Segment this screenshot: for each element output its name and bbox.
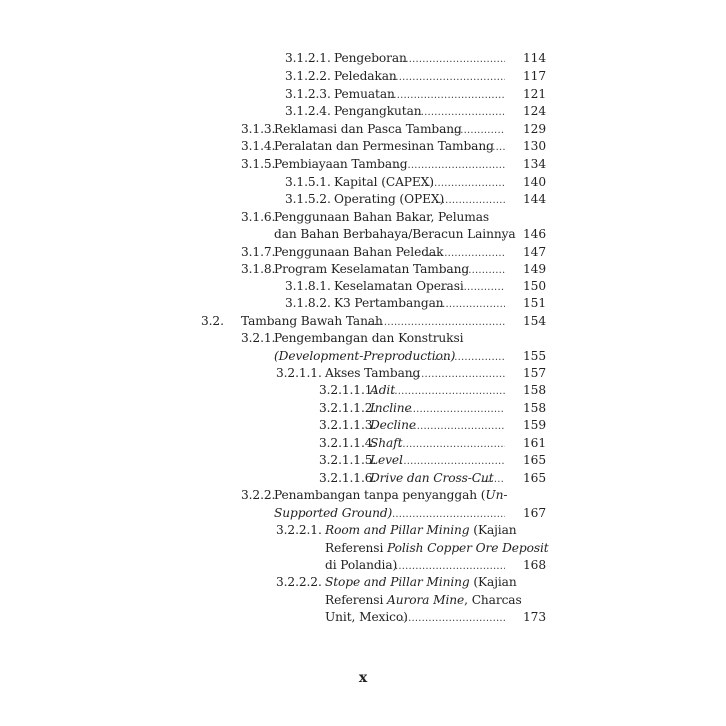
toc-number: 3.1.5.1. — [285, 175, 331, 189]
toc-title: Pengangkutan — [334, 104, 422, 118]
toc-page-number: 140 — [523, 175, 546, 189]
toc-title: Shaft — [370, 436, 403, 450]
toc-page-number: 173 — [523, 610, 546, 624]
toc-page-number: 144 — [523, 192, 546, 206]
toc-entry — [0, 452, 726, 469]
toc-page-number: 167 — [523, 506, 546, 520]
toc-page-number: 130 — [523, 139, 546, 153]
toc-page-number: 154 — [523, 314, 546, 328]
toc-page-number: 114 — [523, 51, 546, 65]
toc-entry — [0, 313, 726, 330]
toc-leader — [440, 121, 505, 139]
toc-title: Program Keselamatan Tambang — [274, 262, 470, 276]
toc-title: Reklamasi dan Pasca Tambang — [274, 122, 462, 136]
toc-leader — [414, 103, 505, 121]
toc-title: Decline — [370, 418, 416, 432]
toc-title: Incline — [370, 401, 412, 415]
toc-leader — [394, 156, 505, 174]
toc-title: Operating (OPEX) — [334, 192, 445, 206]
toc-title: Adit — [370, 383, 395, 397]
toc-page-number: 147 — [523, 245, 546, 259]
toc-entry — [0, 295, 726, 312]
toc-page-number: 150 — [523, 279, 546, 293]
toc-number: 3.2.1. — [241, 331, 276, 345]
toc-leader — [392, 68, 505, 86]
toc-entry — [0, 50, 726, 67]
toc-number: 3.2.1.1.1. — [319, 383, 377, 397]
toc-entry — [0, 261, 726, 278]
toc-leader — [411, 365, 505, 383]
toc-entry — [0, 209, 726, 226]
toc-leader — [402, 50, 505, 68]
toc-entry — [0, 138, 726, 155]
toc-entry — [0, 278, 726, 295]
toc-number: 3.1.2.3. — [285, 87, 331, 101]
toc-number: 3.1.8. — [241, 262, 276, 276]
toc-leader — [434, 348, 505, 366]
toc-title: Referensi Aurora Mine, Charcas — [325, 593, 522, 607]
toc-title: Room and Pillar Mining (Kajian — [325, 523, 517, 537]
toc-number: 3.2.1.1. — [276, 366, 322, 380]
toc-entry — [0, 522, 726, 539]
toc-entry — [0, 417, 726, 434]
toc-number: 3.2.1.1.2. — [319, 401, 377, 415]
toc-title: Keselamatan Operasi — [334, 279, 464, 293]
toc-entry — [0, 365, 726, 382]
toc-entry-continuation — [0, 592, 726, 609]
toc-number: 3.1.5. — [241, 157, 276, 171]
toc-number: 3.2.2. — [241, 488, 276, 502]
toc-page-number: 151 — [523, 296, 546, 310]
toc-title: Stope and Pillar Mining (Kajian — [325, 575, 517, 589]
toc-title: Referensi Polish Copper Ore Deposit — [325, 541, 549, 555]
toc-page-number: 146 — [523, 227, 546, 241]
toc-entry-continuation — [0, 505, 726, 522]
toc-title: Kapital (CAPEX) — [334, 175, 434, 189]
toc-entry-continuation — [0, 540, 726, 557]
toc-number: 3.1.6. — [241, 210, 276, 224]
toc-leader — [399, 435, 505, 453]
toc-number: 3.2.1.1.6. — [319, 471, 377, 485]
toc-page-number: 165 — [523, 471, 546, 485]
toc-entry — [0, 470, 726, 487]
toc-leader — [440, 278, 505, 296]
toc-title: K3 Pertambangan — [334, 296, 444, 310]
toc-entry-continuation — [0, 557, 726, 574]
toc-title: Akses Tambang — [325, 366, 421, 380]
toc-page-number: 121 — [523, 87, 546, 101]
toc-title: Peledakan — [334, 69, 397, 83]
toc-leader — [391, 382, 505, 400]
toc-page-number: 124 — [523, 104, 546, 118]
toc-title: dan Bahan Berbahaya/Beracun Lainnya — [274, 227, 516, 241]
toc-number: 3.1.7. — [241, 245, 276, 259]
toc-entry — [0, 191, 726, 208]
toc-title: Penambangan tanpa penyanggah (Un- — [274, 488, 508, 502]
toc-entry — [0, 121, 726, 138]
toc-title: Level — [370, 453, 403, 467]
toc-entry — [0, 174, 726, 191]
toc-entry-continuation — [0, 226, 726, 243]
toc-entry — [0, 435, 726, 452]
toc-leader — [472, 138, 505, 156]
toc-entry — [0, 382, 726, 399]
toc-title: Pengeboran — [334, 51, 407, 65]
toc-number: 3.1.2.4. — [285, 104, 331, 118]
toc-number: 3.1.4. — [241, 139, 276, 153]
toc-entry — [0, 103, 726, 120]
toc-page-number: 168 — [523, 558, 546, 572]
toc-entry — [0, 68, 726, 85]
toc-leader — [400, 452, 505, 470]
toc-leader — [367, 313, 505, 331]
toc-page-number: 158 — [523, 383, 546, 397]
toc-leader — [395, 557, 505, 575]
toc-title: Peralatan dan Permesinan Tambang — [274, 139, 494, 153]
toc-title: di Polandia) — [325, 558, 398, 572]
toc-number: 3.2.2.1. — [276, 523, 322, 537]
toc-title: Pemuatan — [334, 87, 395, 101]
toc-title: (Development-Preproduction) — [274, 349, 456, 363]
toc-page-number: 161 — [523, 436, 546, 450]
toc-number: 3.1.3. — [241, 122, 276, 136]
toc-page-number: 165 — [523, 453, 546, 467]
toc-entry — [0, 156, 726, 173]
toc-page-number: 158 — [523, 401, 546, 415]
toc-number: 3.1.2.2. — [285, 69, 331, 83]
toc-entry-continuation — [0, 348, 726, 365]
page-number-footer: x — [358, 670, 368, 686]
toc-page-number: 155 — [523, 349, 546, 363]
toc-leader — [406, 400, 505, 418]
toc-entry-continuation — [0, 609, 726, 626]
toc-entry — [0, 400, 726, 417]
toc-entry — [0, 86, 726, 103]
toc-number: 3.2.2.2. — [276, 575, 322, 589]
toc-title: Pengembangan dan Konstruksi — [274, 331, 464, 345]
toc-title: Penggunaan Bahan Bakar, Pelumas — [274, 210, 490, 224]
toc-leader — [477, 470, 505, 488]
toc-number: 3.2.1.1.4. — [319, 436, 377, 450]
toc-page-number: 159 — [523, 418, 546, 432]
toc-page-number: 129 — [523, 122, 546, 136]
toc-number: 3.1.2.1. — [285, 51, 331, 65]
toc-entry — [0, 330, 726, 347]
toc-leader — [424, 244, 505, 262]
toc-page-number: 149 — [523, 262, 546, 276]
toc-number: 3.2.1.1.5. — [319, 453, 377, 467]
toc-title: Supported Ground) — [274, 506, 393, 520]
toc-page-number: 157 — [523, 366, 546, 380]
toc-title: Penggunaan Bahan Peledak — [274, 245, 444, 259]
toc-title: Unit, Mexico) — [325, 610, 408, 624]
toc-number: 3.2.1.1.3. — [319, 418, 377, 432]
toc-leader — [491, 226, 505, 244]
toc-entry — [0, 244, 726, 261]
toc-leader — [435, 191, 505, 209]
toc-number: 3.2. — [201, 314, 224, 328]
toc-page-number: 117 — [523, 69, 546, 83]
toc-title: Tambang Bawah Tanah — [241, 314, 383, 328]
toc-number: 3.1.8.2. — [285, 296, 331, 310]
toc-leader — [398, 609, 505, 627]
toc-title: Drive dan Cross-Cut — [370, 471, 494, 485]
toc-page-number: 134 — [523, 157, 546, 171]
toc-number: 3.1.8.1. — [285, 279, 331, 293]
toc-title: Pembiayaan Tambang — [274, 157, 408, 171]
toc-leader — [392, 505, 505, 523]
toc-entry — [0, 574, 726, 591]
toc-leader — [448, 261, 505, 279]
toc-leader — [410, 417, 505, 435]
toc-entry — [0, 487, 726, 504]
toc-leader — [432, 295, 505, 313]
toc-leader — [424, 174, 505, 192]
toc-number: 3.1.5.2. — [285, 192, 331, 206]
toc-leader — [390, 86, 505, 104]
